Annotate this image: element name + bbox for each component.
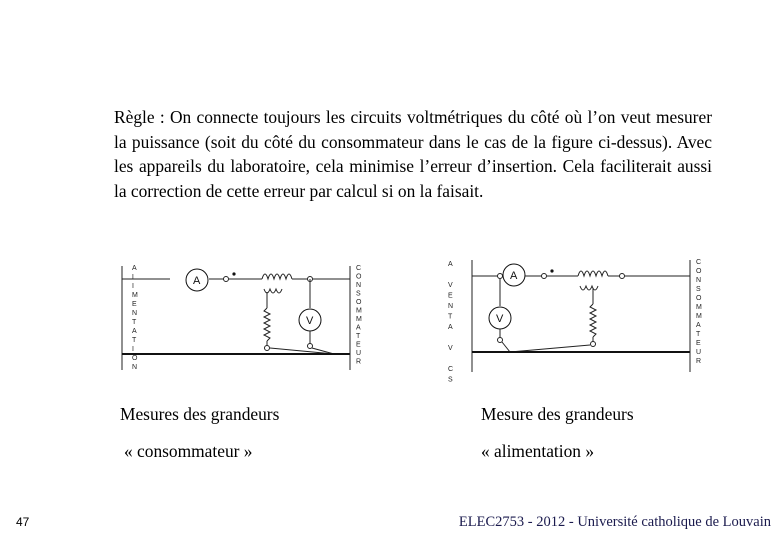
vertical-label: C O N S O M M A T E U R	[356, 265, 362, 366]
current-coil	[578, 271, 608, 276]
source-label	[132, 265, 138, 371]
caption-left-title: Mesures des grandeurs	[120, 404, 280, 424]
circuit-diagram-source	[440, 246, 716, 384]
voltmeter-resistor	[264, 308, 270, 341]
vertical-label: A L I M E N T A T I O N	[132, 265, 138, 371]
ammeter-label: A	[510, 270, 518, 282]
caption-right-subtitle: « alimentation »	[481, 441, 595, 461]
footer-text: ELEC2753 - 2012 - Université catholique de Louvain	[458, 514, 771, 530]
load-label	[356, 265, 362, 366]
voltmeter-resistor	[590, 304, 596, 337]
load-label	[696, 259, 702, 365]
ammeter-label: A	[193, 275, 201, 287]
voltmeter-label: V	[496, 313, 504, 325]
caption-right-title: Mesure des grandeurs	[481, 404, 634, 424]
source-label	[448, 261, 453, 384]
vertical-label: A V E N T A V C S	[448, 261, 454, 384]
caption-left-subtitle: « consommateur »	[124, 441, 253, 461]
voltmeter-label: V	[306, 315, 314, 327]
vertical-label: C O N S O M M A T E U R	[696, 259, 702, 365]
page-number: 47	[16, 515, 30, 529]
circuit-diagram-consumer	[112, 252, 382, 376]
current-coil	[262, 274, 292, 279]
rule-paragraph: Règle : On connecte toujours les circuits voltmétriques du côté où l’on veut mesurer la puissance (soit du côté du consommateur dans le cas de la figure ci-dessus). Avec les appareils du laboratoire, cela minimise l’erreur d’insertion. Cela faciliterait aussi la correction de cette erreur par calcul si on la faisait.	[114, 107, 712, 201]
